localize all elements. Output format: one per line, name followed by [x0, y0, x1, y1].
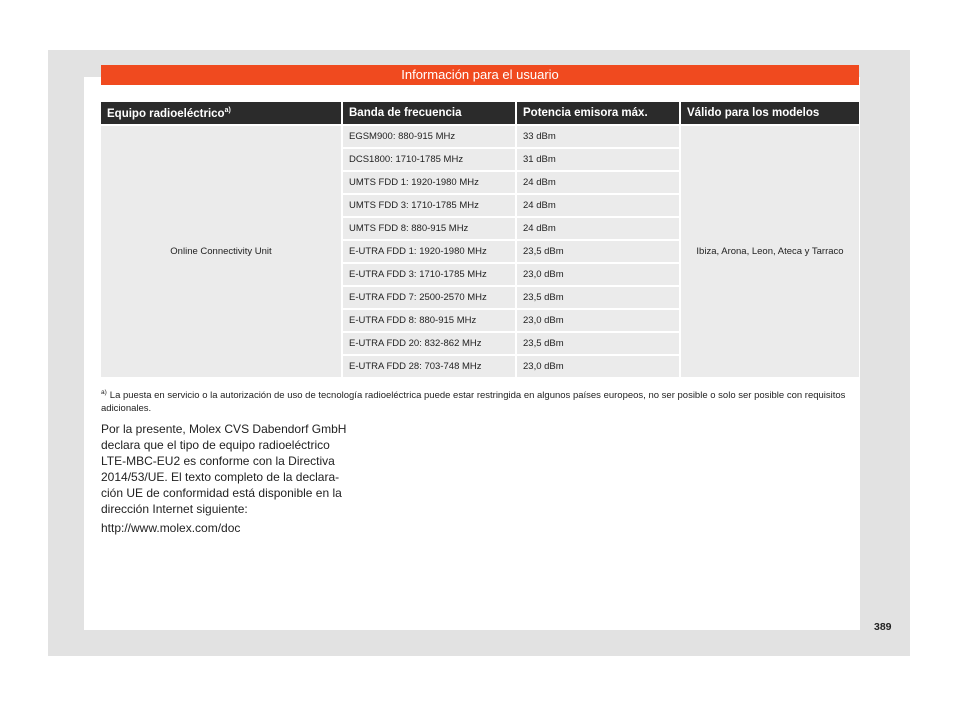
- conformity-declaration: Por la presente, Molex CVS Dabendorf GmbH declara que el tipo de equipo radioeléctrico LTE-MBC-EU2 es conforme con la Directiva 2014/53/UE. El texto completo de la declara-ción UE de conformidad está disponible en la dirección Internet siguiente:: [101, 422, 347, 516]
- power-cell: 23,0 dBm: [517, 264, 681, 285]
- column-header-band: Banda de frecuencia: [343, 102, 517, 124]
- models-cell: Ibiza, Arona, Leon, Ateca y Tarraco: [681, 126, 859, 377]
- band-cell: E-UTRA FDD 3: 1710-1785 MHz: [343, 264, 517, 285]
- table-header-row: [101, 102, 859, 124]
- band-cell: E-UTRA FDD 8: 880-915 MHz: [343, 310, 517, 331]
- band-cell: UMTS FDD 3: 1710-1785 MHz: [343, 195, 517, 216]
- column-header-models: Válido para los modelos: [681, 102, 859, 124]
- radio-equipment-table: [101, 100, 859, 379]
- column-header-equipment: Equipo radioeléctrico$^{a)}$: [101, 102, 343, 124]
- footnote-marker: a): [224, 106, 231, 114]
- page-number: 389: [874, 621, 892, 633]
- conformity-url: http://www.molex.com/doc: [101, 521, 241, 535]
- table-row: [101, 126, 859, 147]
- band-cell: DCS1800: 1710-1785 MHz: [343, 149, 517, 170]
- section-title: Información para el usuario: [401, 67, 559, 82]
- power-cell: 24 dBm: [517, 218, 681, 239]
- section-header: [101, 65, 859, 85]
- band-cell: UMTS FDD 8: 880-915 MHz: [343, 218, 517, 239]
- band-cell: EGSM900: 880-915 MHz: [343, 126, 517, 147]
- power-cell: 23,5 dBm: [517, 287, 681, 308]
- power-cell: 31 dBm: [517, 149, 681, 170]
- band-cell: E-UTRA FDD 7: 2500-2570 MHz: [343, 287, 517, 308]
- footnote-text: La puesta en servicio o la autorización de uso de tecnología radioeléctrica puede estar restringida en algunos países europeos, no ser posible o solo ser posible con requisitos adicionales.: [101, 390, 846, 415]
- power-cell: 33 dBm: [517, 126, 681, 147]
- table-footnote: [101, 386, 859, 415]
- power-cell: 23,5 dBm: [517, 333, 681, 354]
- band-cell: E-UTRA FDD 1: 1920-1980 MHz: [343, 241, 517, 262]
- power-cell: 23,0 dBm: [517, 356, 681, 377]
- column-header-power: Potencia emisora máx.: [517, 102, 681, 124]
- equipment-cell: Online Connectivity Unit: [101, 126, 343, 377]
- power-cell: 23,5 dBm: [517, 241, 681, 262]
- band-cell: E-UTRA FDD 28: 703-748 MHz: [343, 356, 517, 377]
- footnote-mark: a): [101, 389, 107, 396]
- power-cell: 24 dBm: [517, 195, 681, 216]
- power-cell: 23,0 dBm: [517, 310, 681, 331]
- power-cell: 24 dBm: [517, 172, 681, 193]
- band-cell: E-UTRA FDD 20: 832-862 MHz: [343, 333, 517, 354]
- band-cell: UMTS FDD 1: 1920-1980 MHz: [343, 172, 517, 193]
